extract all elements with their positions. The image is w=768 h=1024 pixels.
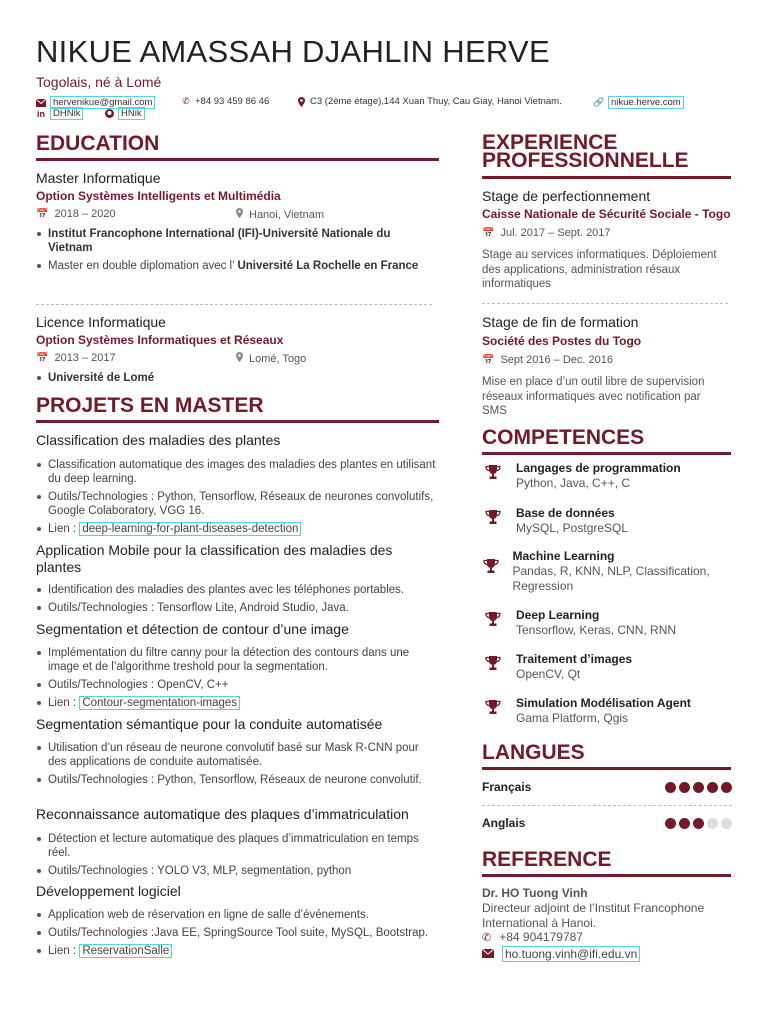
divider bbox=[482, 805, 732, 806]
project-bullets bbox=[36, 832, 436, 882]
education-option: Option Systèmes Informatiques et Réseaux bbox=[36, 333, 284, 347]
education-option: Option Systèmes Intelligents et Multimédia bbox=[36, 189, 281, 203]
candidate-subtitle: Togolais, né à Lomé bbox=[36, 74, 162, 90]
competences-heading: COMPETENCES bbox=[482, 426, 645, 449]
map-pin-icon bbox=[236, 208, 243, 221]
divider bbox=[36, 304, 432, 305]
bullet-text: Master en double diplomation avec l’ bbox=[48, 260, 238, 272]
trophy-icon bbox=[482, 608, 504, 638]
list-item bbox=[36, 227, 436, 255]
skill-item bbox=[482, 549, 732, 594]
divider bbox=[482, 303, 728, 304]
experience-org: Caisse Nationale de Sécurité Sociale - Togo bbox=[482, 207, 731, 221]
experience-description: Mise en place d’un outil libre de supervision réseaux informatiques avec notification par SMS bbox=[482, 376, 705, 417]
dates-text: 2018 – 2020 bbox=[54, 208, 116, 220]
project-title: Développement logiciel bbox=[36, 883, 181, 899]
language-row bbox=[482, 816, 732, 830]
education-degree: Master Informatique bbox=[36, 170, 161, 186]
education-bullets bbox=[36, 227, 436, 277]
envelope-icon bbox=[36, 99, 46, 107]
competences-rule bbox=[482, 452, 731, 455]
skill-item bbox=[482, 506, 732, 536]
language-name: Français bbox=[482, 780, 532, 794]
phone-text: +84 904179787 bbox=[499, 930, 583, 944]
project-title: Application Mobile pour la classification des maladies des plantes bbox=[36, 542, 393, 575]
phone-contact bbox=[181, 96, 269, 107]
reference-role: Directeur adjoint de l’Institut Francophone International à Hanoi. bbox=[482, 901, 705, 930]
skill-detail: Pandas, R, KNN, NLP, Classification, Regression bbox=[512, 564, 710, 593]
level-dot-filled bbox=[679, 782, 690, 793]
reference-phone bbox=[482, 930, 583, 944]
project-bullets bbox=[36, 583, 436, 619]
reference-name: Dr. HO Tuong Vinh bbox=[482, 886, 588, 900]
project-title: Segmentation et détection de contour d’une image bbox=[36, 621, 349, 637]
dates-text: 2013 – 2017 bbox=[54, 352, 116, 364]
institution-name: Université de Lomé bbox=[48, 372, 155, 384]
skill-name: Simulation Modélisation Agent bbox=[516, 696, 691, 710]
list-item bbox=[36, 371, 436, 385]
experience-dates bbox=[482, 227, 611, 239]
education-bullets bbox=[36, 371, 436, 389]
education-dates bbox=[36, 208, 116, 220]
education-dates bbox=[36, 352, 116, 364]
level-dot-filled bbox=[693, 782, 704, 793]
education-heading: EDUCATION bbox=[36, 132, 160, 155]
experience-rule bbox=[482, 176, 731, 179]
address-text: C3 (2ème étage),144 Xuan Thuy, Cau Giay, Hanoi Vietnam. bbox=[310, 96, 562, 107]
level-dot-empty bbox=[707, 818, 718, 829]
list-item: Classification automatique des images des maladies des plantes en utilisant du deep learning. bbox=[36, 458, 436, 486]
experience-heading bbox=[482, 131, 689, 172]
skill-item bbox=[482, 696, 732, 726]
university-name: Université La Rochelle en France bbox=[237, 260, 419, 272]
projects-rule bbox=[36, 420, 439, 423]
link-icon: 🔗 bbox=[593, 97, 605, 107]
langues-rule bbox=[482, 767, 731, 770]
language-level-dots bbox=[665, 782, 732, 793]
project-bullets bbox=[36, 458, 436, 540]
list-item: Application web de réservation en ligne de salle d’événements. bbox=[36, 908, 436, 922]
langues-heading: LANGUES bbox=[482, 741, 585, 764]
experience-heading-line2: PROFESSIONNELLE bbox=[482, 149, 689, 172]
list-item bbox=[36, 259, 436, 273]
level-dot-filled bbox=[665, 782, 676, 793]
trophy-icon bbox=[482, 506, 504, 536]
trophy-icon bbox=[482, 696, 504, 726]
list-item: Outils/Technologies : Python, Tensorflow, Réseaux de neurones convolutifs, Google Colaboratory, VGG 16. bbox=[36, 490, 436, 518]
project-link[interactable]: Contour-segmentation-images bbox=[79, 696, 240, 710]
level-dot-filled bbox=[679, 818, 690, 829]
experience-heading-line1: EXPERIENCE bbox=[482, 131, 618, 154]
experience-role: Stage de fin de formation bbox=[482, 314, 639, 330]
trophy-icon bbox=[482, 461, 504, 491]
list-item: Outils/Technologies :Java EE, SpringSource Tool suite, MySQL, Bootstrap. bbox=[36, 926, 436, 940]
project-bullets bbox=[36, 741, 436, 791]
skill-name: Traitement d’images bbox=[516, 652, 633, 666]
skill-name: Base de données bbox=[516, 506, 615, 520]
map-pin-icon bbox=[236, 352, 243, 365]
calendar-icon: 📅 bbox=[482, 227, 495, 239]
project-link[interactable]: deep-learning-for-plant-diseases-detection bbox=[79, 522, 301, 536]
list-item bbox=[36, 522, 436, 536]
list-item: Outils/Technologies : Tensorflow Lite, Android Studio, Java. bbox=[36, 601, 436, 615]
project-link[interactable]: ReservationSalle bbox=[79, 944, 172, 958]
experience-role: Stage de perfectionnement bbox=[482, 188, 651, 204]
location-text: Hanoi, Vietnam bbox=[249, 208, 325, 221]
skill-name: Deep Learning bbox=[516, 608, 600, 622]
project-bullets bbox=[36, 908, 436, 962]
education-location bbox=[236, 352, 306, 365]
list-item: Outils/Technologies : YOLO V3, MLP, segmentation, python bbox=[36, 864, 436, 878]
skill-detail: Python, Java, C++, C bbox=[516, 476, 631, 490]
level-dot-filled bbox=[693, 818, 704, 829]
skill-detail: MySQL, PostgreSQL bbox=[516, 521, 629, 535]
experience-org: Société des Postes du Togo bbox=[482, 334, 642, 348]
education-rule bbox=[36, 158, 439, 161]
level-dot-filled bbox=[721, 782, 732, 793]
linkedin-link[interactable]: DHNik bbox=[50, 107, 83, 120]
phone-icon: ✆ bbox=[182, 96, 190, 106]
location-text: Lomé, Togo bbox=[249, 352, 307, 365]
list-item: Utilisation d’un réseau de neurone convolutif basé sur Mask R-CNN pour des applications de conduite automatisée. bbox=[36, 741, 436, 769]
github-link[interactable]: HNik bbox=[118, 107, 145, 120]
language-level-dots bbox=[665, 818, 732, 829]
list-item: Outils/Technologies : OpenCV, C++ bbox=[36, 678, 436, 692]
dates-text: Sept 2016 – Dec. 2016 bbox=[500, 354, 613, 366]
website-contact[interactable] bbox=[594, 96, 684, 109]
link-label: Lien : bbox=[48, 697, 80, 709]
linkedin-contact[interactable] bbox=[36, 107, 83, 120]
project-title: Reconnaissance automatique des plaques d’immatriculation bbox=[36, 806, 409, 822]
link-label: Lien : bbox=[48, 945, 80, 957]
dates-text: Jul. 2017 – Sept. 2017 bbox=[500, 227, 611, 239]
experience-description: Stage au services informatiques. Déploiement des applications, administration résaux informatiques bbox=[482, 249, 717, 290]
list-item: Implémentation du filtre canny pour la détection des contours dans une image et de l’algorithme treshold pour la segmentation. bbox=[36, 646, 436, 674]
map-pin-icon bbox=[296, 97, 306, 107]
reference-email[interactable] bbox=[482, 946, 640, 962]
calendar-icon: 📅 bbox=[482, 354, 495, 366]
link-label: Lien : bbox=[48, 523, 80, 535]
level-dot-empty bbox=[721, 818, 732, 829]
project-bullets bbox=[36, 646, 436, 714]
skill-detail: Tensorflow, Keras, CNN, RNN bbox=[516, 623, 677, 637]
reference-rule bbox=[482, 874, 731, 877]
skill-name: Langages de programmation bbox=[516, 461, 681, 475]
list-item: Identification des maladies des plantes avec les téléphones portables. bbox=[36, 583, 436, 597]
skill-item bbox=[482, 461, 732, 491]
candidate-name: NIKUE AMASSAH DJAHLIN HERVE bbox=[36, 34, 550, 69]
language-name: Anglais bbox=[482, 816, 526, 830]
reference-email-link[interactable]: ho.tuong.vinh@ifi.edu.vn bbox=[502, 946, 640, 962]
email-link[interactable]: hervenikue@gmail.com bbox=[50, 96, 155, 109]
website-link[interactable]: nikue.herve.com bbox=[608, 96, 684, 109]
list-item bbox=[36, 944, 436, 958]
education-degree: Licence Informatique bbox=[36, 314, 166, 330]
education-location bbox=[236, 208, 324, 221]
skill-detail: Gama Platform, Qgis bbox=[516, 711, 629, 725]
github-icon bbox=[104, 109, 114, 118]
experience-dates bbox=[482, 354, 613, 366]
trophy-icon bbox=[482, 549, 500, 594]
address-contact bbox=[296, 96, 562, 107]
phone-text: +84 93 459 86 46 bbox=[195, 96, 270, 107]
skill-item bbox=[482, 652, 732, 682]
skill-name: Machine Learning bbox=[512, 549, 615, 563]
institution-name: Institut Francophone International (IFI)-Université Nationale du Vietnam bbox=[48, 228, 391, 254]
envelope-icon bbox=[482, 947, 494, 961]
phone-icon: ✆ bbox=[482, 931, 492, 944]
list-item: Outils/Technologies : Python, Tensorflow, Réseaux de neurone convolutif. bbox=[36, 773, 436, 787]
trophy-icon bbox=[482, 652, 504, 682]
list-item: Détection et lecture automatique des plaques d’immatriculation en temps réel. bbox=[36, 832, 436, 860]
skill-detail: OpenCV, Qt bbox=[516, 667, 581, 681]
skill-item bbox=[482, 608, 732, 638]
github-contact[interactable] bbox=[104, 107, 145, 120]
reference-heading: REFERENCE bbox=[482, 848, 612, 871]
list-item bbox=[36, 696, 436, 710]
level-dot-filled bbox=[665, 818, 676, 829]
projects-heading: PROJETS EN MASTER bbox=[36, 394, 264, 417]
project-title: Segmentation sémantique pour la conduite automatisée bbox=[36, 716, 383, 732]
project-title: Classification des maladies des plantes bbox=[36, 432, 281, 448]
language-row bbox=[482, 780, 732, 794]
linkedin-icon: in bbox=[37, 108, 45, 119]
calendar-icon: 📅 bbox=[36, 352, 49, 364]
calendar-icon: 📅 bbox=[36, 208, 49, 220]
level-dot-filled bbox=[707, 782, 718, 793]
